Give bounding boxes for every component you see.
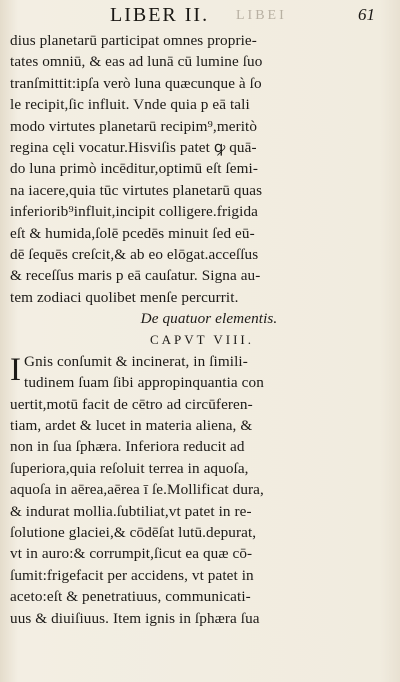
text-line: tem zodiaci quolibet menſe percurrit. — [10, 288, 239, 306]
text-line: ſuperiora,quia reſoluit terrea in aquoſa, — [10, 459, 249, 477]
text-line: non in ſua ſphæra. Inferiora reducit ad — [10, 438, 245, 456]
text-line: inferiorib⁹influit,incipit colligere.frigida — [10, 203, 258, 221]
running-head: LIBER II. — [110, 4, 210, 26]
text-line: aceto:eſt & penetratiuus, communicati- — [10, 588, 251, 606]
text-line: na iacere,quia tūc virtutes planetarū quas — [10, 181, 263, 199]
page-header — [0, 2, 400, 28]
page-number: 61 — [358, 5, 375, 24]
text-line: Gnis conſumit & incinerat, in ſimili- — [24, 352, 248, 370]
drop-cap: I — [10, 351, 21, 388]
text-line: uus & diuiſiuus. Item ignis in ſphæra ſua — [10, 609, 260, 627]
paragraph-before — [10, 30, 388, 308]
text-line: tiam, ardet & lucet in materia aliena, & — [10, 417, 253, 435]
text-line: regina cęli vocatur.Hisviſis patet ꝙ quā- — [10, 138, 257, 156]
text-line: eſt & humida,ſolē pcedēs minuit ſed eū- — [10, 224, 255, 242]
text-line: uertit,motū facit de cētro ad circūferen- — [10, 395, 253, 413]
text-line: tranſmittit:ipſa verò luna quæcunque à ſo — [10, 74, 262, 92]
text-line: modo virtutes planetarū recipim⁹,meritò — [10, 117, 258, 135]
text-line: dius planetarū participat omnes proprie- — [10, 32, 257, 49]
text-line: & receſſus maris p eā cauſatur. Signa au- — [10, 267, 261, 285]
text-line: le recipit,ſic influit. Vnde quia p eā tali — [10, 96, 250, 114]
text-block — [10, 30, 388, 629]
text-line: dē ſequēs creſcit,& ab eo elōgat.acceſſus — [10, 245, 259, 263]
paragraph-chapter — [10, 351, 388, 629]
section-title: De quatuor elementis. — [140, 310, 278, 328]
drop-cap-block — [10, 351, 388, 394]
text-line: ſumit:frigefacit per accidens, vt patet in — [10, 566, 254, 584]
text-line: tates omniū, & eas ad lunā cū lumine ſuo — [10, 53, 263, 71]
chapter-heading: CAPVT VIII. — [149, 332, 255, 348]
text-line: vt in auro:& corrumpit,ſicut ea quæ cō- — [10, 545, 253, 563]
text-line: do luna primò incēditur,optimū eſt ſemi- — [10, 160, 259, 178]
text-line: aquoſa in aērea,aērea ī ſe.Mollificat dura, — [10, 481, 264, 499]
text-line: ſolutione glaciei,& cōdēſat lutū.depurat, — [10, 523, 257, 541]
text-line: tudinem ſuam ſibi appropinquantia con — [24, 374, 264, 392]
bleed-through-text: LIBEI — [236, 8, 287, 23]
text-line: & indurat mollia.ſubtiliat,vt patet in re- — [10, 502, 252, 520]
